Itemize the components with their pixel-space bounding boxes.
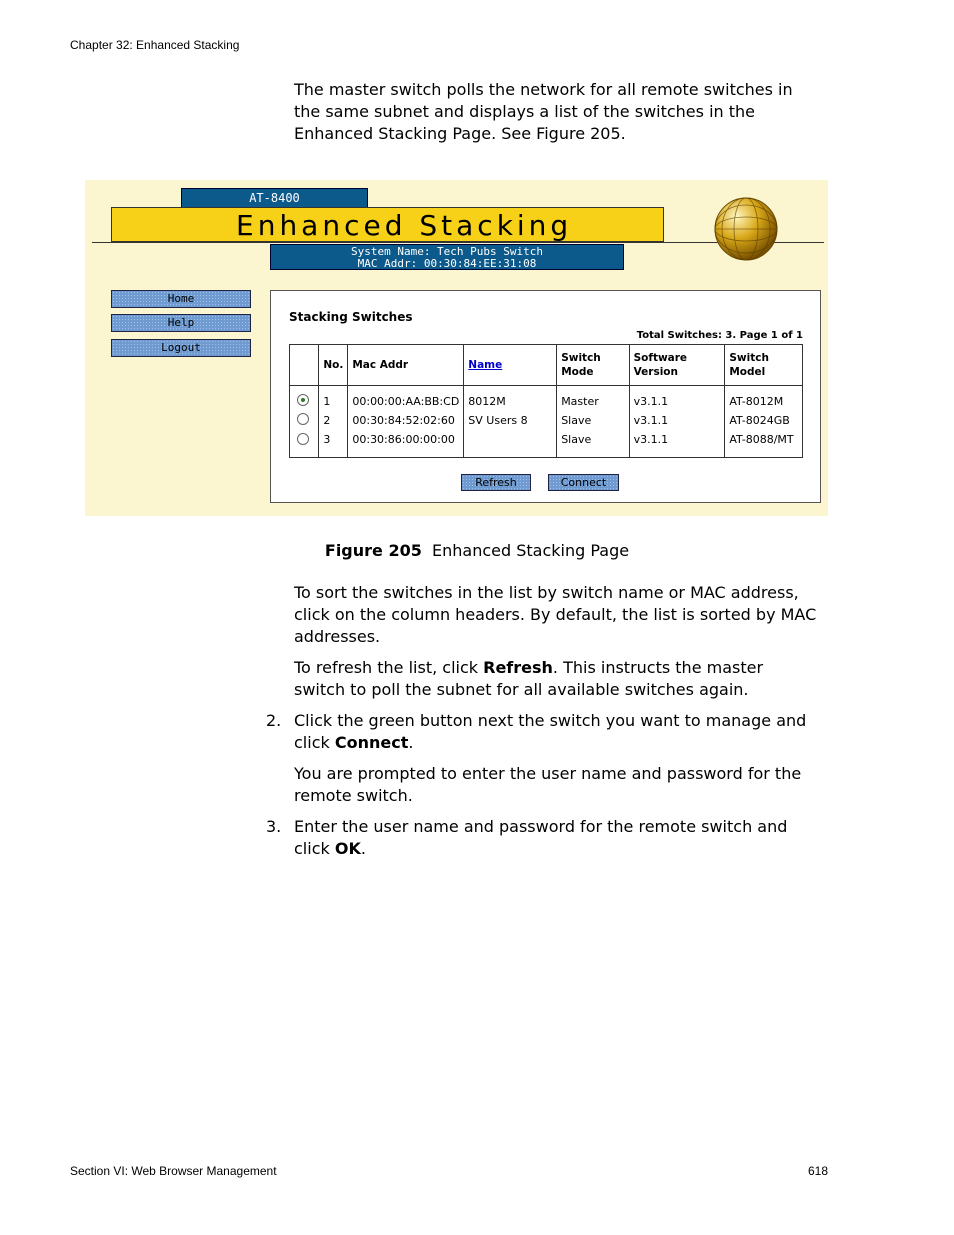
system-info-box: [270, 244, 624, 270]
section-title: Stacking Switches: [289, 310, 413, 324]
refresh-text-post: . This instructs the master switch to poll the subnet for all available switches again.: [294, 658, 764, 699]
refresh-paragraph: [294, 657, 794, 701]
col-mode: Switch Mode: [557, 345, 629, 386]
nav-logout-button[interactable]: Logout: [111, 339, 251, 357]
row-mode: Slave: [561, 433, 592, 446]
table-row: [290, 386, 803, 458]
figure-title: Enhanced Stacking Page: [432, 541, 630, 560]
switch-table: [289, 344, 803, 458]
col-no: No.: [319, 345, 348, 386]
prompt-paragraph: You are prompted to enter the user name and password for the remote switch.: [294, 764, 802, 805]
switch-radio-3[interactable]: [297, 433, 309, 445]
row-model: AT-8088/MT: [729, 433, 794, 446]
row-name: 8012M: [468, 395, 506, 408]
step-3-post: .: [360, 839, 366, 858]
row-name: [468, 430, 552, 449]
col-version: Software Version: [629, 345, 725, 386]
model-tab: AT-8400: [181, 188, 368, 208]
row-mac: 00:00:00:AA:BB:CD: [352, 395, 460, 408]
row-mode: Master: [561, 395, 599, 408]
globe-logo-icon: [714, 197, 778, 261]
step-2-text: [294, 710, 826, 754]
name-sort-link[interactable]: Name: [468, 359, 503, 371]
row-version: v3.1.1: [633, 433, 669, 446]
refresh-text-pre: To refresh the list, click: [294, 658, 484, 677]
table-header-row: [290, 345, 803, 386]
connect-button[interactable]: Connect: [548, 474, 619, 491]
intro-paragraph: The master switch polls the network for all remote switches in the same subnet and displays a list of the switches in the Enhanced Stacking Page. See Figure 205.: [294, 80, 793, 143]
step-2-bold: Connect: [334, 733, 409, 752]
row-model: AT-8024GB: [729, 414, 790, 427]
row-version: v3.1.1: [633, 414, 669, 427]
step-2-post: .: [408, 733, 414, 752]
nav-home-button[interactable]: Home: [111, 290, 251, 308]
col-name[interactable]: [464, 345, 557, 386]
nav-help-button[interactable]: Help: [111, 314, 251, 332]
row-version: v3.1.1: [633, 395, 669, 408]
running-header: Chapter 32: Enhanced Stacking: [70, 38, 240, 52]
row-mac: 00:30:84:52:02:60: [352, 414, 455, 427]
step-3-number: 3.: [266, 817, 282, 836]
refresh-button[interactable]: Refresh: [461, 474, 531, 491]
row-model: AT-8012M: [729, 395, 784, 408]
col-model: Switch Model: [725, 345, 803, 386]
step-3-pre: Enter the user name and password for the remote switch and click: [294, 817, 788, 858]
col-select: [290, 345, 319, 386]
figure-caption: [0, 541, 954, 560]
footer-section: Section VI: Web Browser Management: [70, 1164, 277, 1178]
row-mode: Slave: [561, 414, 592, 427]
row-name: SV Users 8: [468, 414, 528, 427]
step-3-bold: OK: [334, 839, 361, 858]
mac-address: MAC Addr: 00:30:84:EE:31:08: [357, 257, 537, 270]
step-2-pre: Click the green button next the switch you want to manage and click: [294, 711, 807, 752]
refresh-text-bold: Refresh: [483, 658, 553, 677]
row-no: 3: [323, 433, 331, 446]
page-title: Enhanced Stacking: [111, 207, 664, 242]
switch-radio-1[interactable]: [297, 394, 309, 406]
total-switches: Total Switches: 3. Page 1 of 1: [636, 330, 803, 341]
figure-label: Figure 205: [324, 541, 422, 560]
row-no: 2: [323, 414, 331, 427]
col-mac[interactable]: Mac Addr: [348, 345, 464, 386]
row-no: 1: [323, 395, 331, 408]
row-mac: 00:30:86:00:00:00: [352, 433, 455, 446]
step-3-text: [294, 816, 814, 860]
step-2-number: 2.: [266, 711, 282, 730]
switch-radio-2[interactable]: [297, 413, 309, 425]
system-name: System Name: Tech Pubs Switch: [350, 245, 544, 258]
page-number: 618: [807, 1164, 828, 1178]
sort-paragraph: To sort the switches in the list by switch name or MAC address, click on the column headers. By default, the list is sorted by MAC addresses.: [294, 583, 817, 646]
